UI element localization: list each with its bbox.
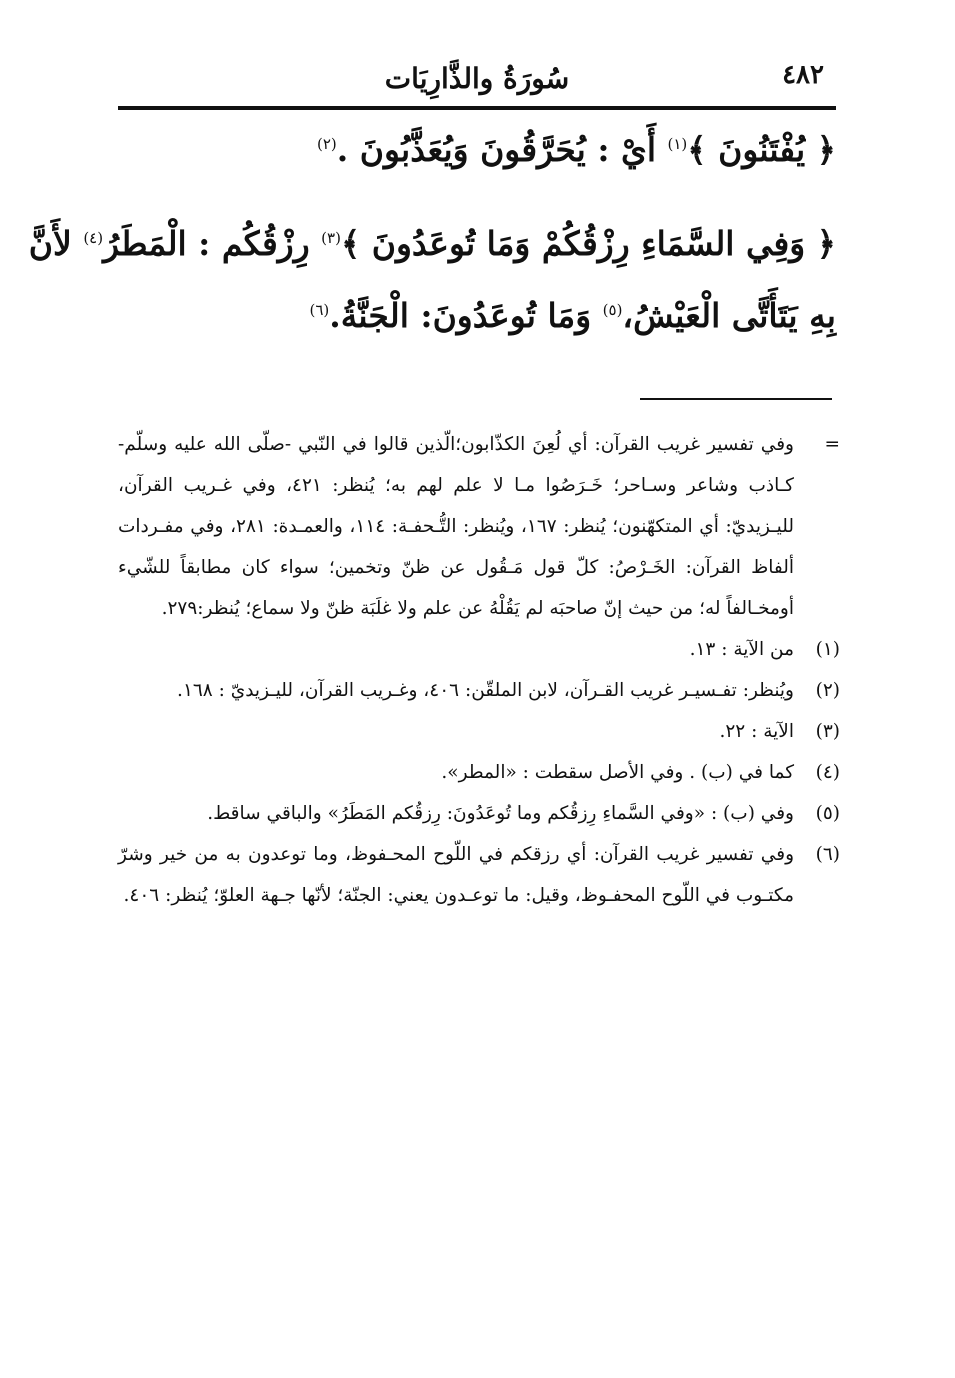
header-divider [118,106,836,110]
footnote-continuation [118,424,840,629]
footnote-marker: (٢) [815,680,840,701]
footnotes [118,424,840,916]
page-header [118,52,836,102]
footnote-ref: (٤) [83,229,104,247]
commentary-text: لأَنَّ [28,224,84,263]
footnote-text: كما في (ب) . وفي الأصل سقطت : «المطر». [441,762,794,783]
footnote-text: ويُنظر: تفـسيـر غريب القـرآن، لابن الملقّن: ٤٠٦، وغـريب القرآن، لليـزيديّ : ١٦٨. [177,680,794,701]
footnote-text: وفي (ب) : «وفي السَّماءِ رِزقُكم وما تُوعَدُونَ: رِزقُكم المَطَرُ» والباقي ساقط. [207,803,794,824]
footnote-5 [118,793,840,834]
footnote-ref: (٢) [317,135,337,153]
footnote-4 [118,752,840,793]
footnote-marker: (٦) [815,844,840,865]
footnote-marker: (١) [815,639,840,660]
surah-title: سُورَةُ والذَّارِيَات [384,62,570,95]
footnote-marker: (٥) [815,803,840,824]
main-line-1 [317,130,836,169]
verse-quote: ﴿ يُفْتَنُونَ ﴾ [687,130,836,169]
footnote-text: وفي تفسير غريب القرآن: أي رزقكم في اللّوح المحـفوظ، وما توعدون به من خير وشرّ مكتـوب في اللّوح المحفـوظ، وقيل: ما توعـدون يعني: الجنّة؛ لأنّها جـهة العلوّ؛ يُنظر: ٤٠٦. [118,844,794,906]
footnote-ref: (١) [667,135,688,153]
footnote-text: من الآية : ١٣. [689,639,794,660]
commentary-text: بِهِ يَتَأَتَّى الْعَيْشُ، [622,296,836,335]
page-number: ٤٨٢ [782,60,824,90]
verse-quote: ﴿ وَفِي السَّمَاءِ رِزْقُكُمْ وَمَا تُوعَدُونَ ﴾ [340,224,836,263]
footnote-marker: (٣) [815,721,840,742]
footnote-divider [640,398,832,400]
footnote-2 [118,670,840,711]
commentary-text: رِزْقُكُم : الْمَطَرُ [103,224,322,263]
footnote-1 [118,629,840,670]
footnote-ref: (٥) [602,301,623,319]
footnote-3 [118,711,840,752]
commentary-text: أَيْ : يُحَرَّقُونَ وَيُعَذَّبُونَ . [336,130,668,169]
footnote-ref: (٣) [321,229,341,247]
main-line-2 [29,224,836,263]
main-line-3 [309,296,836,335]
footnote-marker: = [824,434,840,455]
commentary-text: وَمَا تُوعَدُونَ: الْجَنَّةُ. [329,296,603,335]
footnote-ref: (٦) [309,301,330,319]
footnote-6 [118,834,840,916]
footnote-marker: (٤) [815,762,840,783]
footnote-text: وفي تفسير غريب القرآن: أي لُعِنَ الكذّابون؛الّذين قالوا في النّبي -صلّى الله عليه وسلّم- كـاذب وشاعر وسـاحر؛ خَـرَصُوا مـا لا علم لهم به؛ يُنظر: ٤٢١، وفي غـريب القرآن، لليـزيديّ: أي المتكهّنون؛ يُنظر: ١٦٧، ويُنظر: التُّـحفـة: ١١٤، والعمـدة: ٢٨١، وفي مفـردات ألفاظ القرآن: الخَـرْصُ: كلّ قول مَـقُول عن ظنّ وتخمين؛ سواء كان مطابقاً للشّيء أومخـالفاً له؛ من حيث إنّ صاحبَه لم يَقُلْهُ عن علم ولا غلَبَة ظنّ ولا سماع؛ يُنظر:٢٧٩. [118,434,794,619]
footnote-text: الآية : ٢٢. [719,721,794,742]
